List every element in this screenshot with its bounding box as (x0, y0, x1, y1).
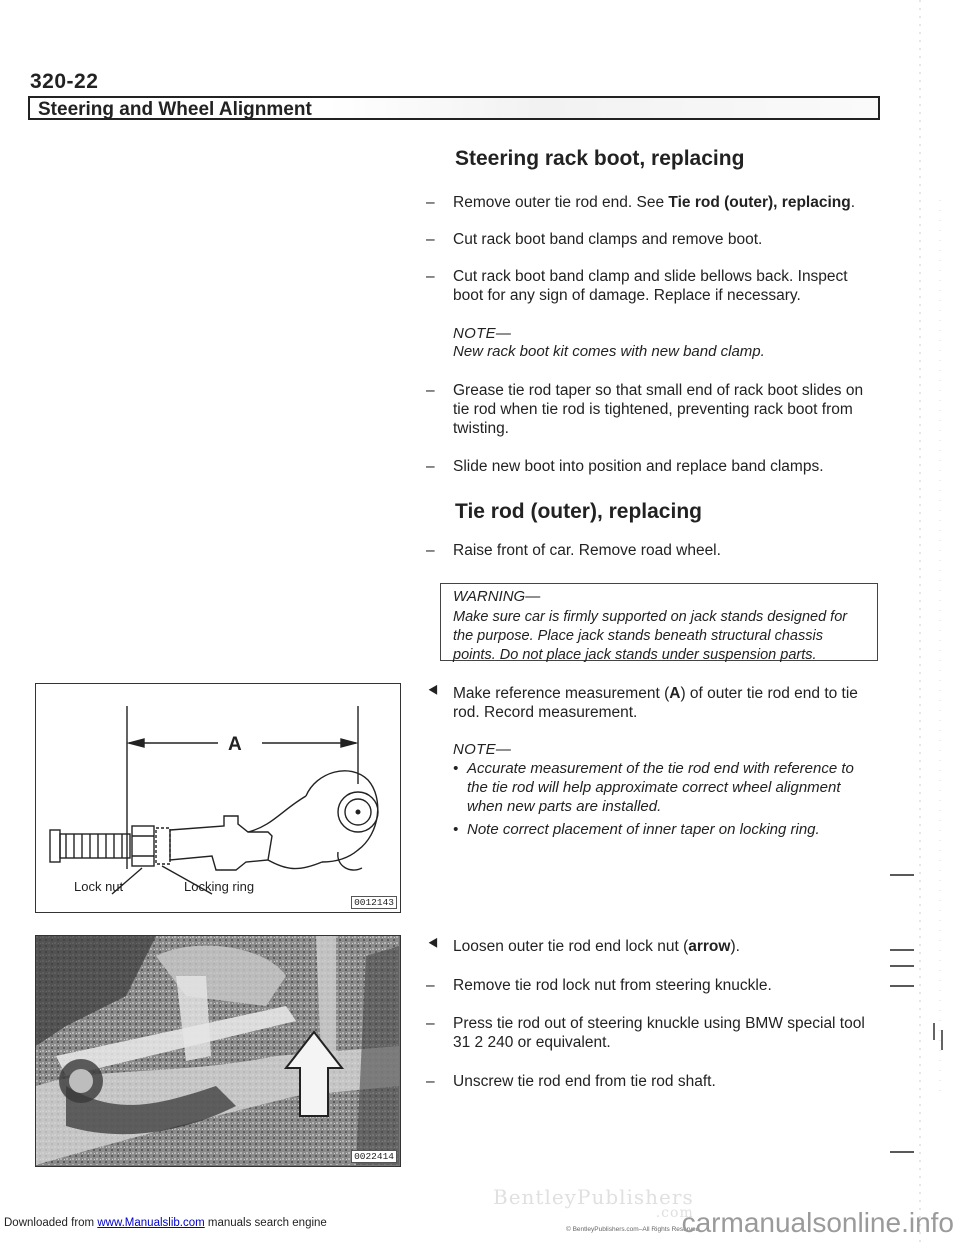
publisher-watermark: BentleyPublishers .com (493, 1185, 694, 1221)
note-label: NOTE— (453, 325, 512, 342)
cross-reference-link[interactable]: Tie rod (outer), replacing (668, 194, 851, 211)
figure-tie-rod-photo (35, 935, 401, 1167)
warning-box (440, 583, 878, 661)
margin-bleed-marks (890, 0, 960, 1242)
tie-rod-diagram (36, 684, 399, 911)
heading-tie-rod-outer: Tie rod (outer), replacing (455, 500, 702, 523)
heading-steering-rack-boot: Steering rack boot, replacing (455, 147, 745, 170)
label-locking-ring: Locking ring (184, 879, 255, 894)
brand-footer: carmanualsonline.info (681, 1207, 954, 1238)
figure2-id: 0022414 (351, 1150, 397, 1163)
section-header-bar (28, 96, 880, 120)
step-dash: – (426, 194, 435, 211)
page-number: 320-22 (30, 70, 99, 93)
figure1-note-bullets (453, 759, 873, 839)
warning-label: WARNING— (453, 588, 541, 605)
figure1-id: 0012143 (351, 896, 397, 909)
figure1-note-label: NOTE— (453, 741, 512, 758)
label-lock-nut: Lock nut (74, 879, 124, 894)
suspension-photo (36, 936, 399, 1165)
pointer-arrow-icon: ⯇ (426, 934, 441, 954)
copyright-notice: © BentleyPublishers.com–All Rights Reserved (566, 1226, 700, 1233)
note-text: New rack boot kit comes with new band clamp. (453, 343, 765, 360)
note-bullet: • Accurate measurement of the tie rod end with reference to the tie rod will help approximate correct wheel alignment when new parts are installed. (453, 760, 854, 815)
manualslib-link[interactable]: www.Manualslib.com (97, 1217, 205, 1229)
download-footer: Downloaded from www.Manualslib.com manuals search engine (4, 1217, 327, 1229)
note-bullet: • Note correct placement of inner taper on locking ring. (453, 821, 820, 838)
dimension-label-a: A (228, 734, 242, 755)
section-title: Steering and Wheel Alignment (38, 99, 312, 120)
figure-tie-rod-measurement (35, 683, 401, 913)
warning-text: Make sure car is firmly supported on jack stands designed for the purpose. Place jack stands beneath structural chassis points. Do not place jack stands under suspension parts. (453, 609, 848, 663)
pointer-arrow-icon: ⯇ (426, 681, 441, 701)
